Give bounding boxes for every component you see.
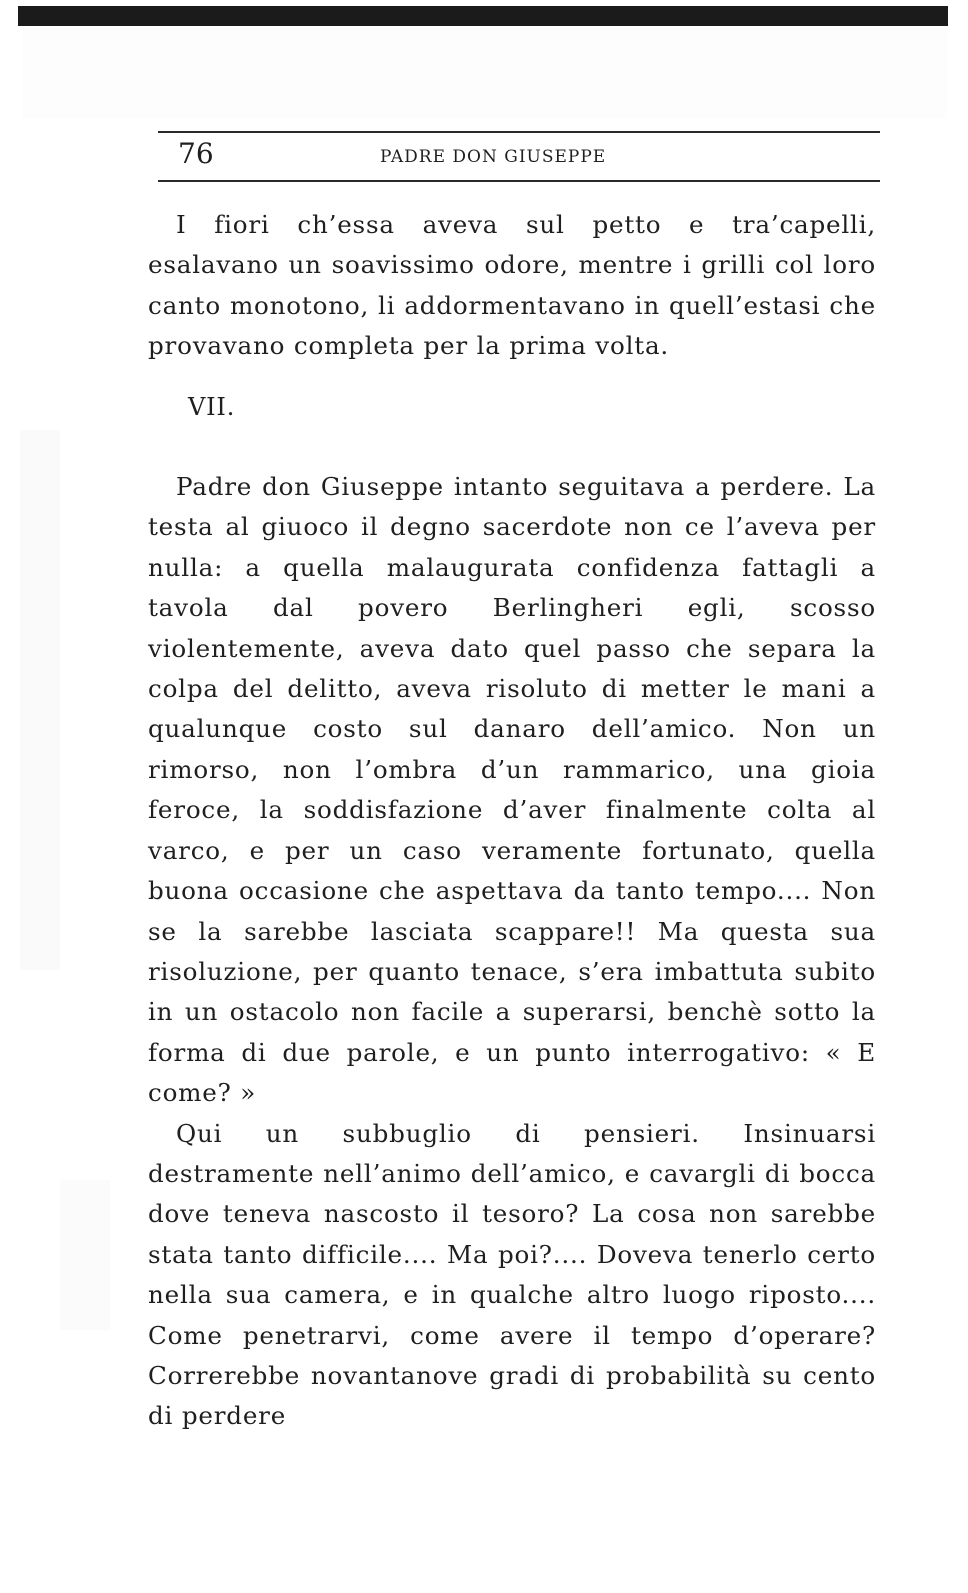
paragraph: Qui un subbuglio di pensieri. Insinuarsi destramente nell’animo dell’amico, e cavargli di bocca dove teneva nascosto il tesoro? La cosa non sarebbe stata tanto difficile.... Ma poi?.... Doveva tenerlo certo nella sua camera, e in qualche altro luogo riposto.... Come penetrarvi, come avere il tempo d’operare? Correrebbe novantanove gradi di probabilità su cento di perdere	[148, 1118, 876, 1431]
page-number: 76	[178, 137, 214, 170]
left-margin-noise	[20, 430, 110, 1330]
paragraph: I fiori ch’essa aveva sul petto e tra’capelli, esalavano un soavissimo odore, mentre i grilli col loro canto monotono, li addormentavano in quell’estasi che provavano completa per la prima volta.	[148, 210, 876, 361]
running-title: PADRE DON GIUSEPPE	[380, 147, 607, 167]
scan-top-border	[18, 6, 948, 26]
chapter-heading: VII.	[188, 392, 236, 421]
top-noise	[22, 28, 947, 118]
header-rule-bottom	[158, 180, 880, 182]
body-text	[148, 205, 876, 1437]
header-rule-top	[158, 131, 880, 133]
paragraph: Padre don Giuseppe intanto seguitava a perdere. La testa al giuoco il degno sacerdote non ce l’aveva per nulla: a quella malaugurata confidenza fattagli a tavola dal povero Berlingheri egli, scosso violentemente, aveva dato quel passo che separa la colpa del delitto, aveva risoluto di metter le mani a qualunque costo sul danaro dell’amico. Non un rimorso, non l’ombra d’un rammarico, una gioia feroce, la soddisfazione d’aver finalmente colta al varco, e per un caso veramente fortunato, quella buona occasione che aspettava da tanto tempo.... Non se la sarebbe lasciata scappare!! Ma questa sua risoluzione, per quanto tenace, s’era imbattuta subito in un ostacolo non facile a superarsi, benchè sotto la forma di due parole, e un punto interrogativo: « E come? »	[148, 472, 876, 1108]
